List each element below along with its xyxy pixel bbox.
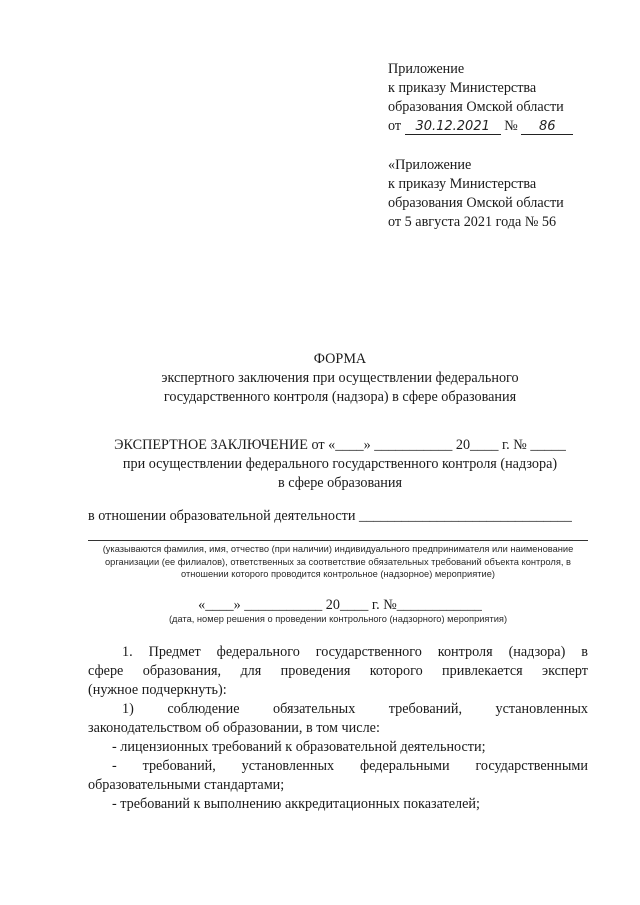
item1-line3: (нужное подчеркнуть): bbox=[88, 682, 227, 698]
appendix-ministry: образования Омской области bbox=[388, 99, 564, 115]
item1-word: образования, bbox=[142, 663, 222, 679]
decision-line: «____» ___________ 20____ г. №____________ bbox=[198, 597, 482, 613]
conclusion-heading: ЭКСПЕРТНОЕ ЗАКЛЮЧЕНИЕ от «____» ___________ 20____ г. № _____ bbox=[114, 437, 566, 453]
form-subtitle-line2: государственного контроля (надзора) в сфере образования bbox=[163, 389, 517, 405]
item1-word: федерального bbox=[216, 644, 300, 660]
form-heading: ФОРМА bbox=[313, 351, 367, 367]
item1-word: сфере bbox=[88, 663, 124, 679]
sub1-word: соблюдение bbox=[167, 701, 240, 717]
sub1-line2: законодательством об образовании, в том числе: bbox=[88, 720, 380, 736]
item1-word: в bbox=[581, 644, 588, 660]
form-title-block bbox=[40, 350, 640, 407]
appendix-label: Приложение bbox=[388, 61, 465, 77]
org-note-line1: (указываются фамилия, имя, отчество (при наличии) индивидуального предпринимателя или наименование bbox=[102, 544, 574, 554]
sub1-word: установленных bbox=[495, 701, 588, 717]
prev-appendix-ministry: образования Омской области bbox=[388, 195, 564, 211]
appendix-order-ref: к приказу Министерства bbox=[388, 80, 537, 96]
date-prefix: от bbox=[388, 118, 402, 134]
prev-appendix-label: «Приложение bbox=[388, 157, 472, 173]
relation-line: в отношении образовательной деятельности ______________________________ bbox=[88, 508, 572, 524]
item1-word: (надзора) bbox=[508, 644, 566, 660]
bullet-standards-line2: образовательными стандартами; bbox=[88, 777, 285, 793]
conclusion-block bbox=[40, 436, 640, 493]
prev-appendix-date: от 5 августа 2021 года № 56 bbox=[388, 214, 557, 230]
sub1-word: обязательных bbox=[273, 701, 356, 717]
bullet-word: - bbox=[112, 758, 117, 774]
item1-word: государственного bbox=[315, 644, 422, 660]
conclusion-line2: при осуществлении федерального государственного контроля (надзора) bbox=[122, 456, 558, 472]
appendix-date-line bbox=[388, 117, 628, 136]
handwritten-number: 86 bbox=[521, 119, 573, 135]
org-note-line2: организации (ее филиалов), ответственных за соответствие обязательных требований объекта контроля, в bbox=[105, 556, 571, 567]
appendix-current-block bbox=[388, 60, 628, 136]
bullet-word: федеральными bbox=[359, 758, 450, 774]
item1-line2 bbox=[88, 662, 588, 681]
bullet-word: государственными bbox=[475, 758, 588, 774]
sub1-line1 bbox=[88, 700, 588, 719]
decision-note: (дата, номер решения о проведении контрольного (надзорного) мероприятия) bbox=[168, 614, 508, 624]
sub1-word: требований, bbox=[388, 701, 463, 717]
item1-word: для bbox=[240, 663, 262, 679]
org-blank-line bbox=[88, 540, 588, 541]
item1-word: проведения bbox=[280, 663, 351, 679]
number-sign: № bbox=[504, 118, 518, 134]
bullet-word: требований, bbox=[142, 758, 216, 774]
prev-appendix-order-ref: к приказу Министерства bbox=[388, 176, 537, 192]
org-note bbox=[82, 543, 594, 581]
org-note-line3: отношении которого проводится контрольное (надзорное) мероприятие) bbox=[181, 569, 495, 579]
handwritten-date: 30.12.2021 bbox=[405, 119, 501, 135]
item1-line1 bbox=[88, 643, 588, 662]
item1-word: 1. bbox=[122, 644, 133, 660]
item1-word: привлекается bbox=[442, 663, 523, 679]
item1-word: которого bbox=[369, 663, 423, 679]
bullet-standards-line1 bbox=[88, 757, 588, 776]
form-subtitle-line1: экспертного заключения при осуществлении федерального bbox=[161, 370, 519, 386]
item1-word: контроля bbox=[437, 644, 493, 660]
sub1-word: 1) bbox=[122, 701, 134, 717]
bullet-word: установленных bbox=[241, 758, 335, 774]
item1-word: эксперт bbox=[542, 663, 588, 679]
item1-word: Предмет bbox=[148, 644, 201, 660]
bullet-licensing: - лицензионных требований к образовательной деятельности; bbox=[112, 739, 486, 755]
conclusion-line3: в сфере образования bbox=[278, 475, 402, 491]
appendix-previous-block bbox=[388, 156, 628, 232]
bullet-accreditation: - требований к выполнению аккредитационных показателей; bbox=[112, 796, 480, 812]
